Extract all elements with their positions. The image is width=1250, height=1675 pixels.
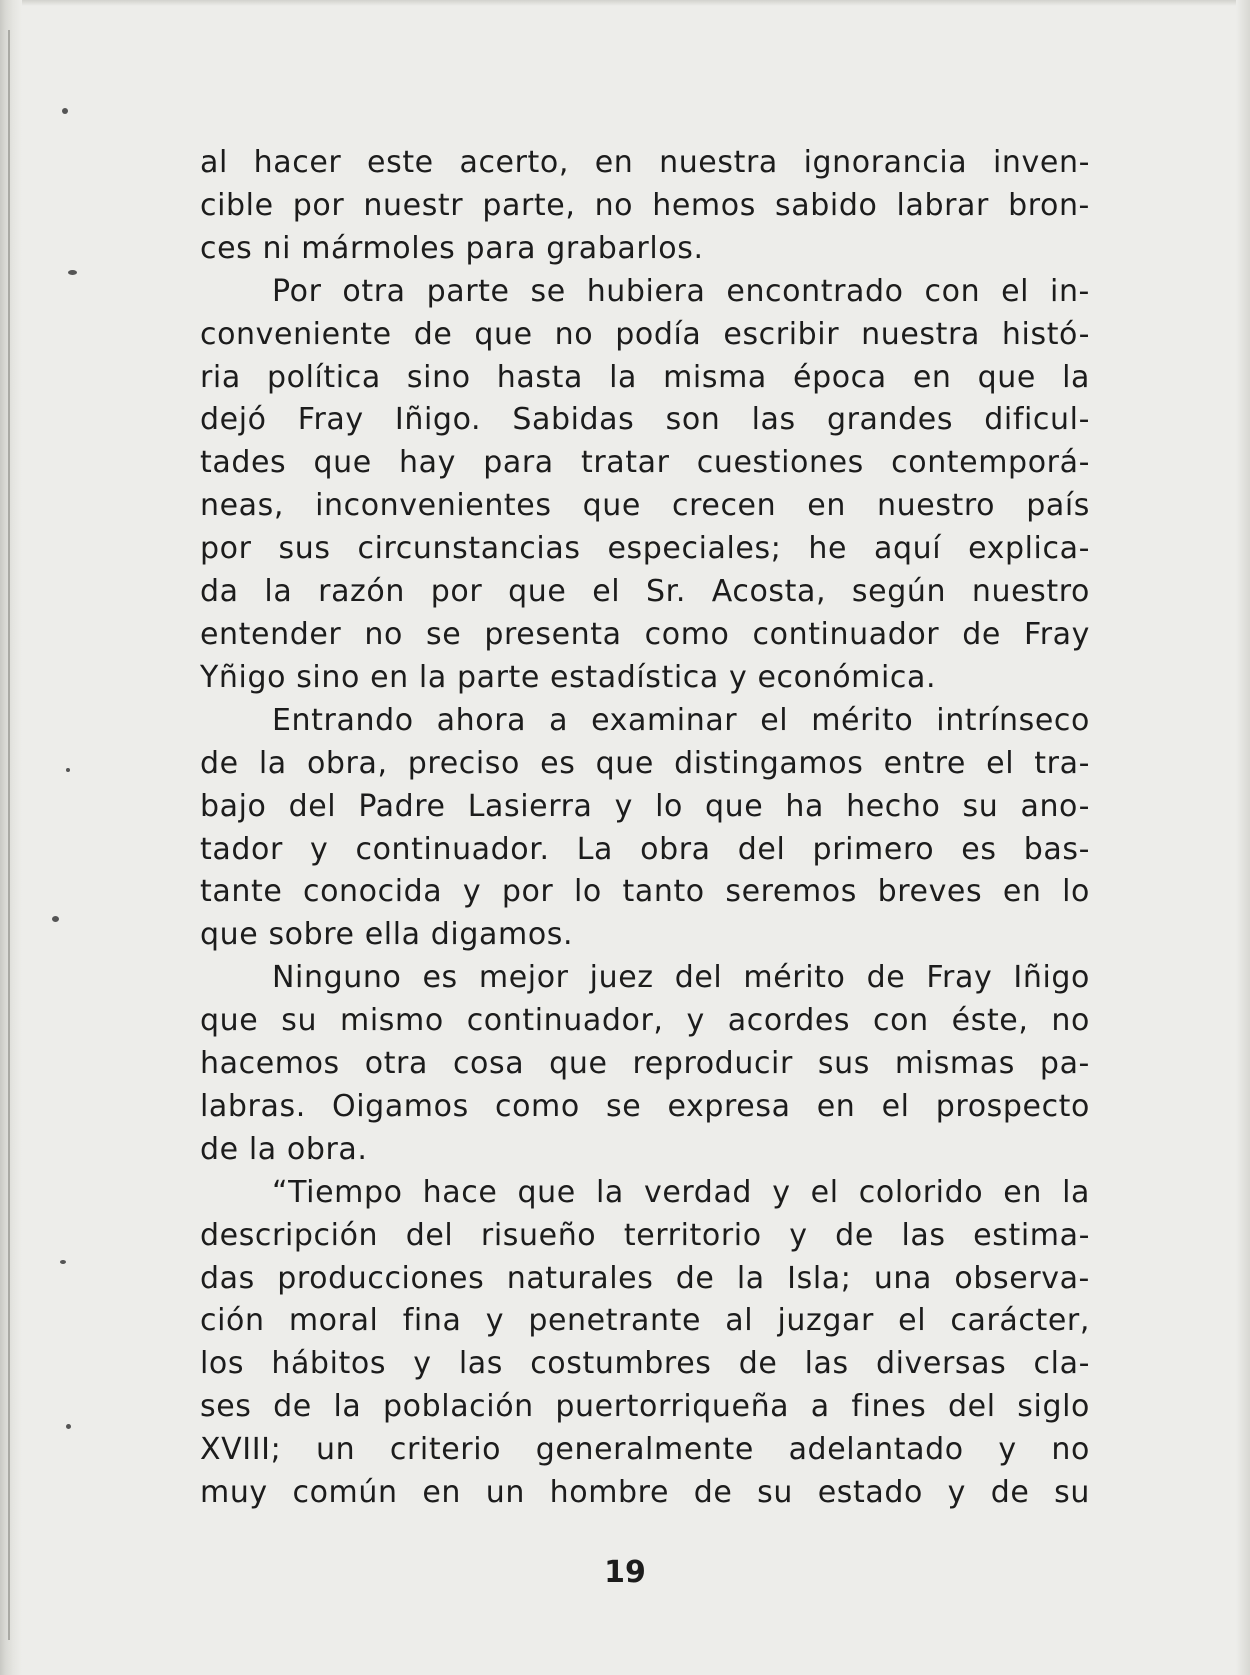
- text-line: Yñigo sino en la parte estadística y económica.: [200, 659, 937, 695]
- text-line: ria política sino hasta la misma época en que la: [200, 359, 1090, 395]
- text-line: XVIII; un criterio generalmente adelantado y no: [200, 1432, 1090, 1468]
- text-line: da la razón por que el Sr. Acosta, según nuestro: [200, 574, 1090, 610]
- text-line: muy común en un hombre de su estado y de su: [200, 1475, 1090, 1511]
- text-line: das producciones naturales de la Isla; una observa-: [200, 1260, 1090, 1296]
- page-binding-edge: [0, 0, 22, 1675]
- scan-speck: [62, 108, 68, 114]
- text-line: tades que hay para tratar cuestiones contemporá-: [200, 445, 1090, 481]
- text-line: que sobre ella digamos.: [200, 917, 574, 953]
- scan-speck: [66, 1424, 71, 1429]
- paragraph: [200, 142, 1090, 271]
- page-number: 19: [604, 1555, 646, 1590]
- text-line: hacemos otra cosa que reproducir sus mismas pa-: [200, 1046, 1090, 1082]
- text-line: conveniente de que no podía escribir nuestra histó-: [200, 316, 1090, 352]
- text-line: “Tiempo hace que la verdad y el colorido en la: [272, 1174, 1090, 1210]
- text-line: que su mismo continuador, y acordes con éste, no: [200, 1003, 1090, 1039]
- page-top-edge: [0, 0, 1250, 6]
- text-line: de la obra, preciso es que distingamos entre el tra-: [200, 745, 1090, 781]
- text-line: los hábitos y las costumbres de las diversas cla-: [200, 1346, 1090, 1382]
- page-right-edge: [1236, 0, 1250, 1675]
- text-line: ción moral fina y penetrante al juzgar el carácter,: [200, 1303, 1090, 1339]
- text-line: Ninguno es mejor juez del mérito de Fray Iñigo: [272, 960, 1090, 996]
- text-line: labras. Oigamos como se expresa en el prospecto: [200, 1088, 1090, 1124]
- scan-speck: [52, 916, 59, 922]
- paragraph: [200, 957, 1090, 1172]
- text-line: neas, inconvenientes que crecen en nuestro país: [200, 488, 1090, 524]
- text-line: bajo del Padre Lasierra y lo que ha hecho su ano-: [200, 788, 1090, 824]
- text-line: Entrando ahora a examinar el mérito intrínseco: [272, 702, 1090, 738]
- text-line: tante conocida y por lo tanto seremos breves en lo: [200, 874, 1090, 910]
- paragraph: [200, 1172, 1090, 1515]
- text-line: dejó Fray Iñigo. Sabidas son las grandes dificul-: [200, 402, 1090, 438]
- text-line: por sus circunstancias especiales; he aquí explica-: [200, 531, 1090, 567]
- scan-speck: [66, 768, 70, 772]
- text-line: entender no se presenta como continuador de Fray: [200, 616, 1090, 652]
- paragraph: [200, 271, 1090, 700]
- scan-speck: [60, 1260, 66, 1264]
- binding-shadow-line: [8, 30, 10, 1640]
- text-line: cible por nuestr parte, no hemos sabido labrar bron-: [200, 187, 1090, 223]
- page-body-text: [200, 142, 1090, 1515]
- text-line: ses de la población puertorriqueña a fines del siglo: [200, 1389, 1090, 1425]
- text-line: ces ni mármoles para grabarlos.: [200, 230, 704, 266]
- text-line: tador y continuador. La obra del primero es bas-: [200, 831, 1090, 867]
- text-line: al hacer este acerto, en nuestra ignorancia inven-: [200, 145, 1090, 180]
- text-line: de la obra.: [200, 1131, 368, 1167]
- scan-speck: [68, 270, 77, 275]
- text-line: Por otra parte se hubiera encontrado con el in-: [272, 273, 1090, 309]
- paragraph: [200, 700, 1090, 957]
- text-line: descripción del risueño territorio y de las estima-: [200, 1217, 1090, 1253]
